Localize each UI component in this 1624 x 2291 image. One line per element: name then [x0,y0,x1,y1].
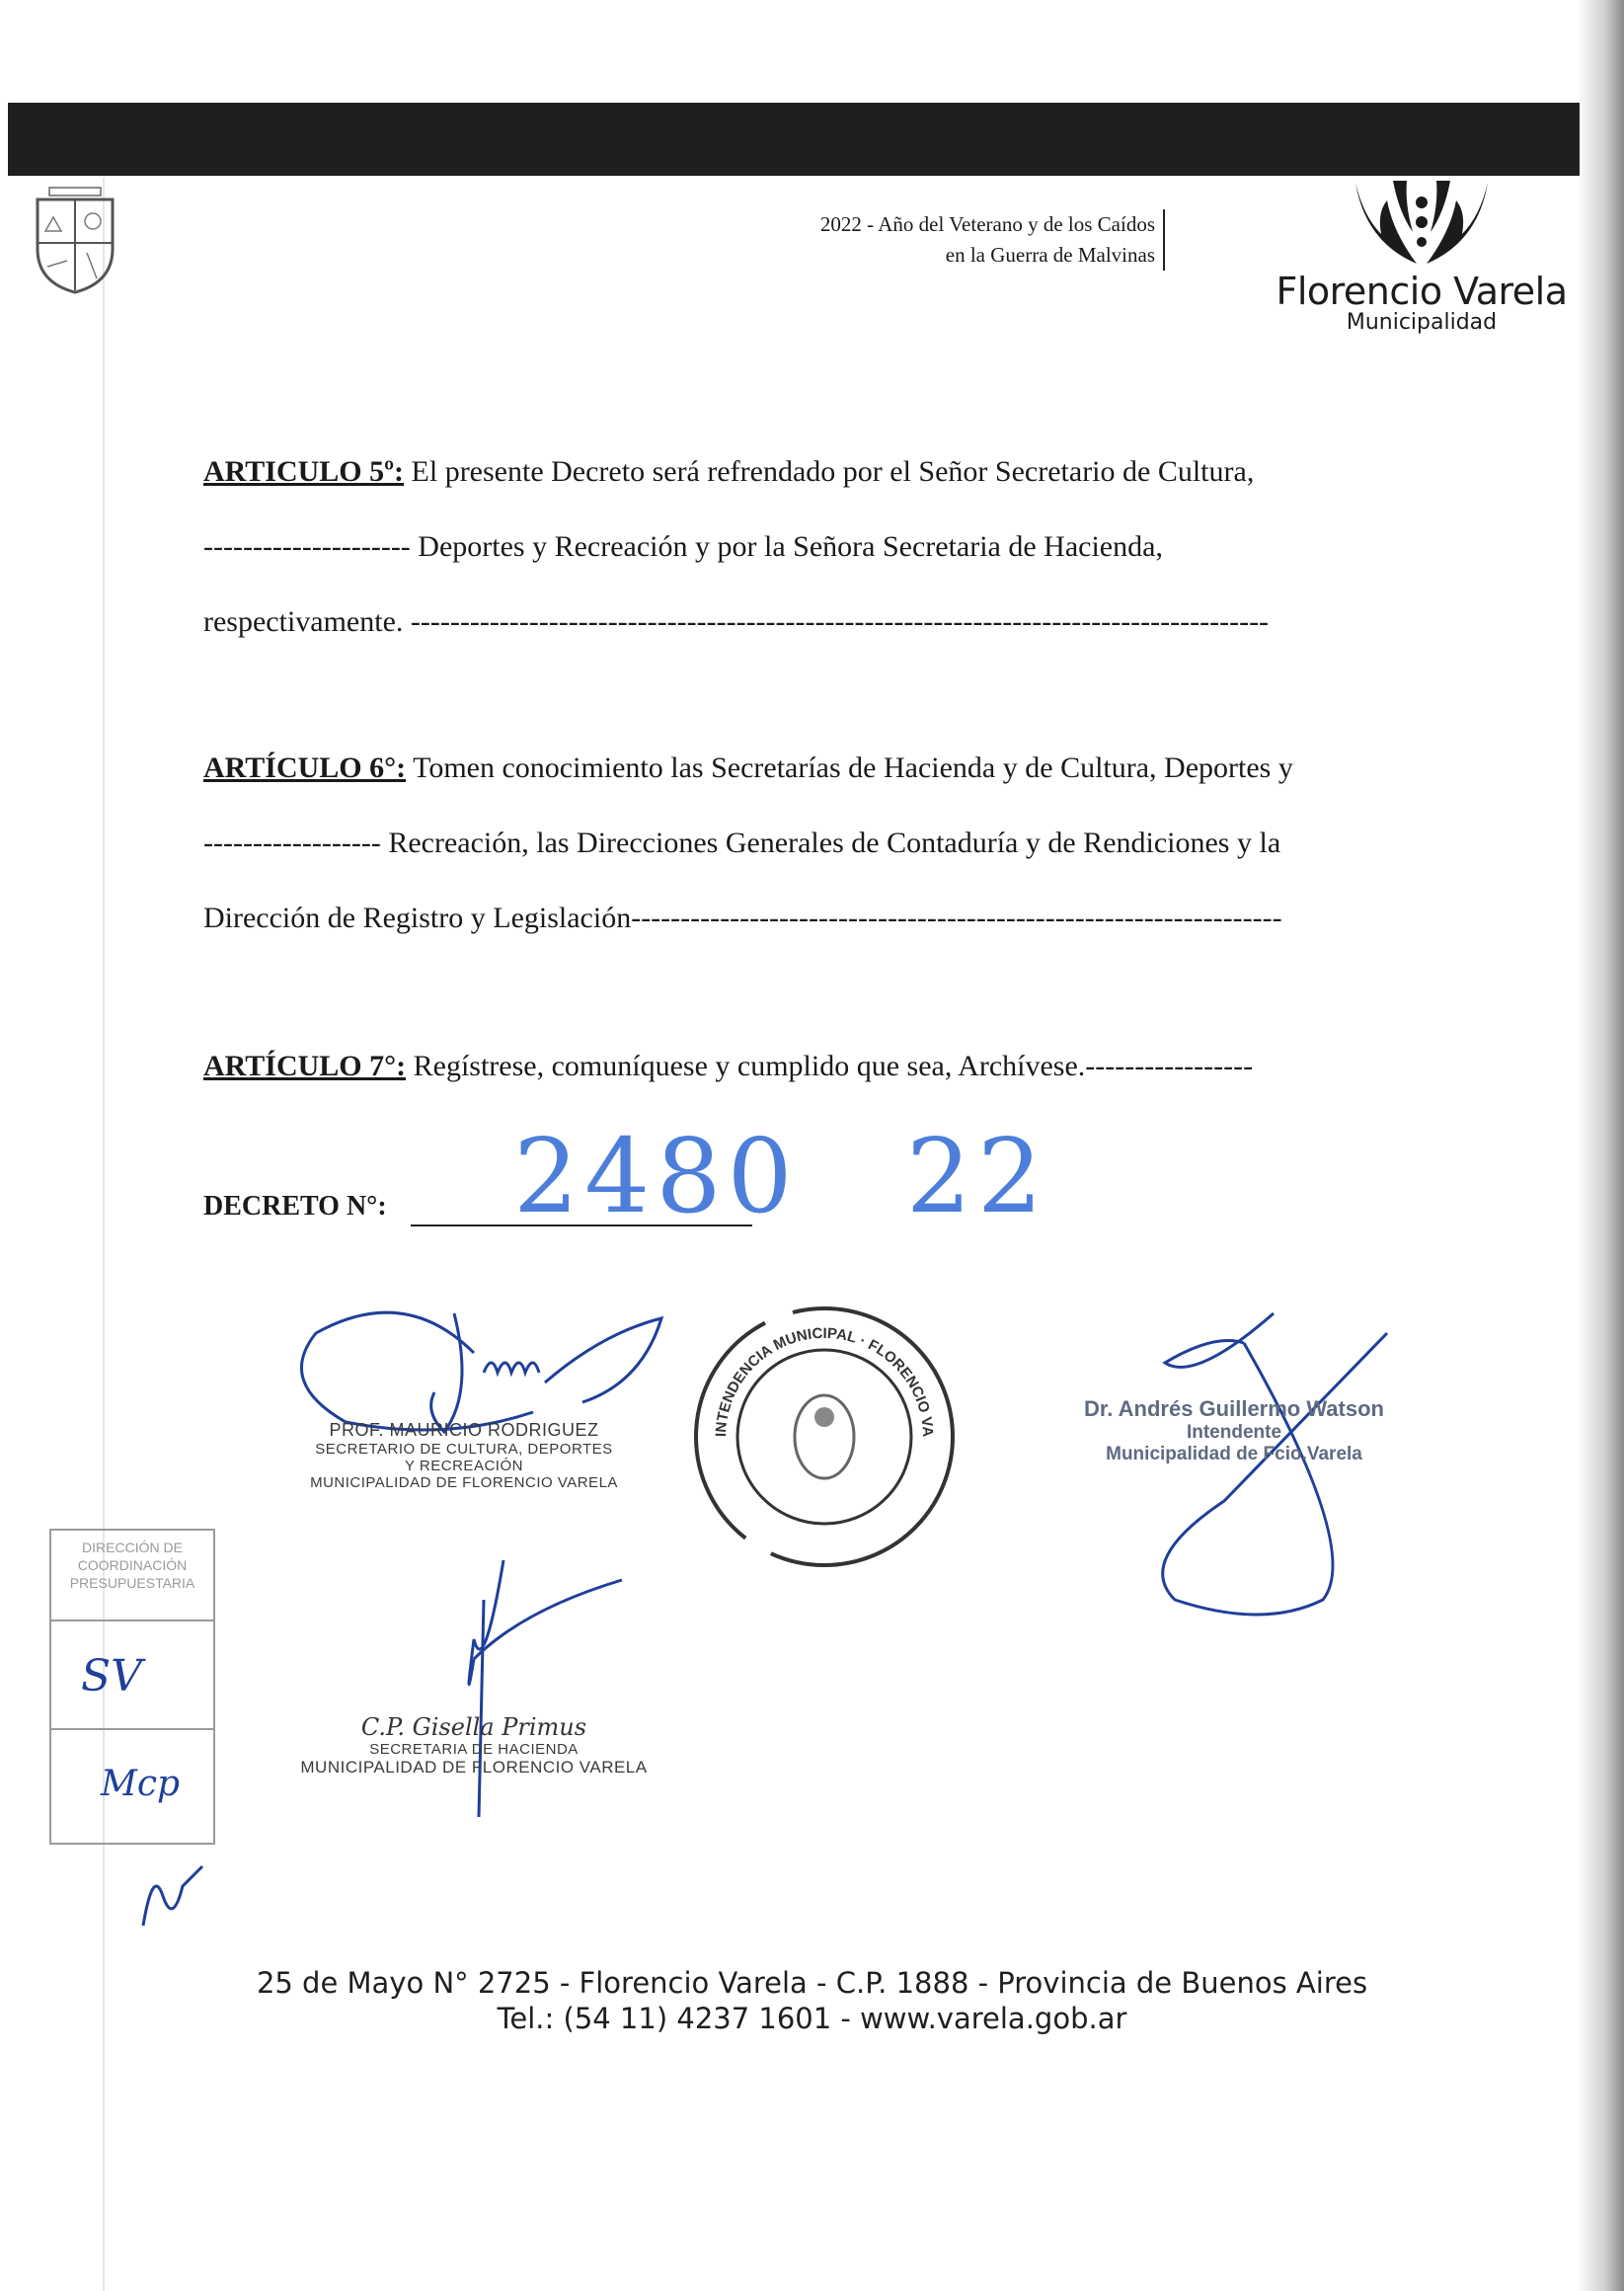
initials-scribble-icon [133,1856,212,1936]
primus-signature-block [286,1713,661,1778]
article-text: Tomen conocimiento las Secretarías de Hacienda y de Cultura, Deportes y [413,751,1293,784]
decreto-number-stamp [513,1116,1048,1236]
signatory-name: Dr. Andrés Guillermo Watson [1084,1396,1384,1421]
initials-1: SV [81,1651,142,1701]
article-7 [203,1029,1388,1104]
municipality-logo [1264,173,1580,335]
article-text: Regístrese, comuníquese y cumplido que sea, Archívese.----------------- [413,1050,1254,1082]
scan-top-bar [8,103,1580,176]
coat-of-arms-icon [32,188,118,294]
signatory-name: PROF. MAURICIO RODRIGUEZ [329,1420,599,1440]
motto-line-1: 2022 - Año del Veterano y de los Caídos [819,212,1155,236]
article-line: ------------------ Recreación, las Direcciones Generales de Contaduría y de Rendiciones y la [203,827,1281,859]
signatory-role: Y RECREACIÓN [405,1458,523,1474]
stamp-title: DIRECCIÓN DE COORDINACIÓN PRESUPUESTARIA [51,1531,213,1621]
seal-text: INTENDENCIA MUNICIPAL · FLORENCIO VARELA [680,1286,937,1438]
municipal-seal-icon [680,1286,963,1575]
header-motto [691,209,1165,271]
stamp-cell [51,1621,213,1730]
signatory-name: C.P. Gisella Primus [360,1713,587,1741]
article-heading: ARTÍCULO 6°: [203,751,407,784]
stamp-cell [51,1730,213,1837]
decreto-year: 22 [905,1116,1049,1236]
article-line: Dirección de Registro y Legislación------------------------------------------------------------------ [203,902,1282,934]
signatory-role: SECRETARIO DE CULTURA, DEPORTES [315,1441,613,1458]
article-line: respectivamente. --------------------------------------------------------------------------------------- [203,605,1270,638]
motto-line-2: en la Guerra de Malvinas [945,243,1155,267]
signatory-org: MUNICIPALIDAD DE FLORENCIO VARELA [310,1474,618,1491]
rodriguez-signature-block [296,1420,632,1491]
footer-contact: Tel.: (54 11) 4237 1601 - www.varela.gob.ar [497,2002,1127,2035]
footer-address: 25 de Mayo N° 2725 - Florencio Varela - C.P. 1888 - Provincia de Buenos Aires [256,1966,1368,2000]
logo-name: Florencio Varela [1276,270,1568,313]
article-line: --------------------- Deportes y Recreación y por la Señora Secretaria de Hacienda, [203,530,1163,563]
initials-2: Mcp [101,1764,181,1804]
signatory-role: Intendente [1186,1422,1282,1443]
article-text: El presente Decreto será refrendado por el Señor Secretario de Cultura, [411,455,1255,488]
decreto-label: DECRETO N°: [203,1191,387,1222]
article-6 [203,731,1388,956]
article-5 [203,434,1388,660]
scan-right-edge [1577,0,1624,2291]
article-line [203,434,1388,510]
signatory-org: Municipalidad de Fcio.Varela [1106,1444,1362,1464]
article-line [203,731,1388,806]
logo-subtitle: Municipalidad [1346,310,1498,335]
article-heading: ARTÍCULO 7°: [203,1050,407,1082]
article-heading: ARTICULO 5º: [203,455,405,488]
article-line [203,1029,1388,1104]
budget-coordination-stamp [49,1529,215,1845]
signatory-role: SECRETARIA DE HACIENDA [369,1741,579,1758]
varela-logo-icon [1348,173,1496,272]
decreto-number: 2480 [513,1116,799,1236]
page-footer [0,1965,1624,2036]
watson-signature-stamp [1076,1396,1392,1465]
signatory-org: MUNICIPALIDAD DE FLORENCIO VARELA [300,1758,648,1777]
